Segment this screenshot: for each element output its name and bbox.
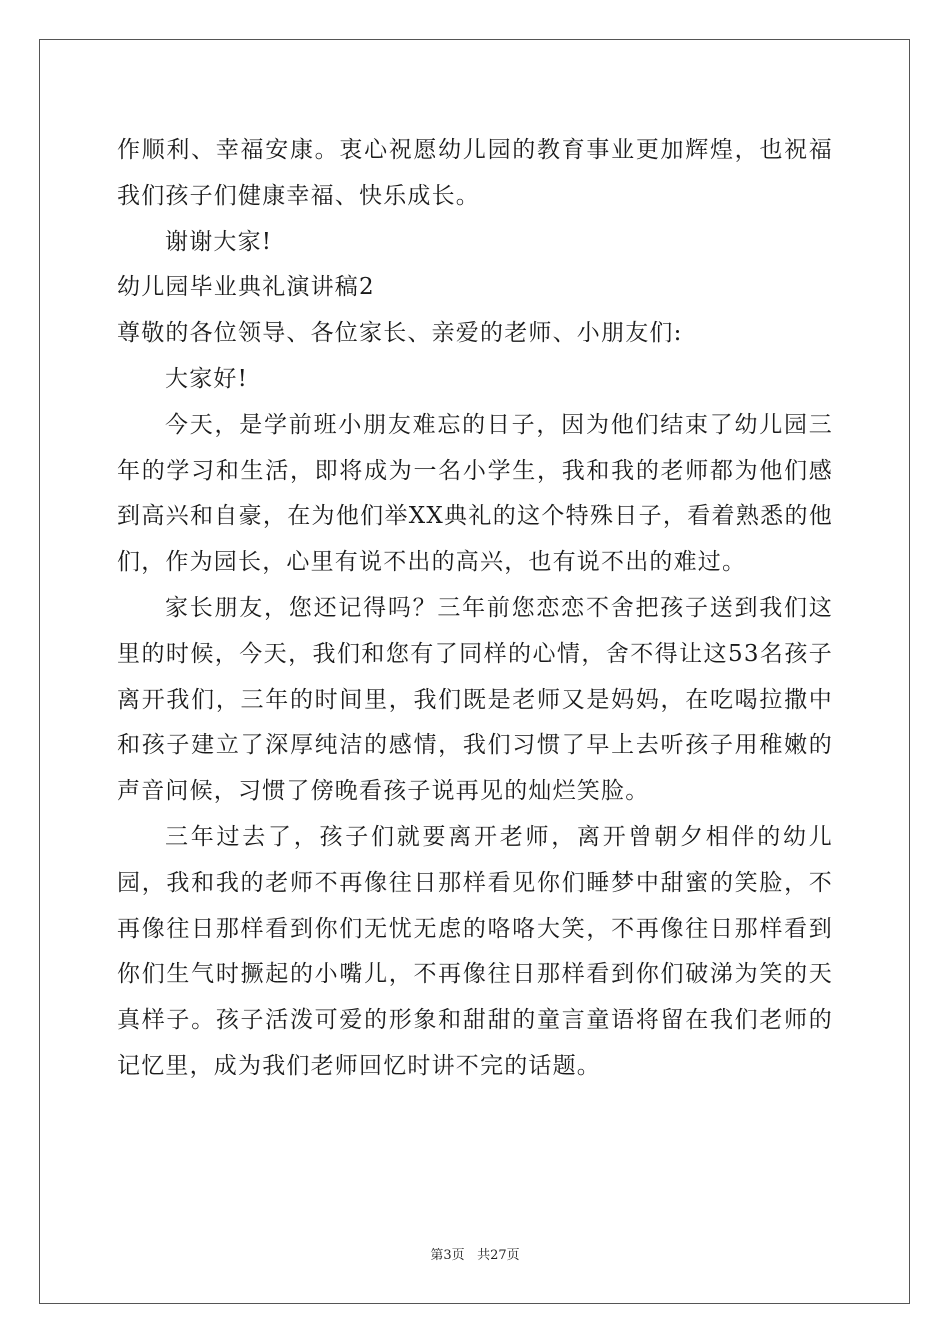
document-body	[117, 128, 833, 1090]
page-total: 共27页	[477, 1248, 520, 1263]
paragraph-three-years: 三年过去了，孩子们就要离开老师，离开曾朝夕相伴的幼儿园，我和我的老师不再像往日那样看见你们睡梦中甜蜜的笑脸，不再像往日那样看到你们无忧无虑的咯咯大笑，不再像往日那样看到你们生气时撅起的小嘴儿，不再像往日那样看到你们破涕为笑的天真样子。孩子活泼可爱的形象和甜甜的童言童语将留在我们老师的记忆里，成为我们老师回忆时讲不完的话题。	[117, 823, 833, 1079]
paragraph-salutation: 尊敬的各位领导、各位家长、亲爱的老师、小朋友们:	[117, 320, 683, 347]
paragraph-greeting: 大家好!	[165, 365, 249, 392]
paragraph-thanks: 谢谢大家!	[165, 228, 273, 255]
paragraph-today: 今天，是学前班小朋友难忘的日子，因为他们结束了幼儿园三年的学习和生活，即将成为一名小学生，我和我的老师都为他们感到高兴和自豪，在为他们举XX典礼的这个特殊日子，看着熟悉的他们，作为园长，心里有说不出的高兴，也有说不出的难过。	[117, 411, 833, 576]
section-title: 幼儿园毕业典礼演讲稿2	[117, 274, 375, 301]
paragraph-closing-wishes: 作顺利、幸福安康。衷心祝愿幼儿园的教育事业更加辉煌，也祝福我们孩子们健康幸福、快乐成长。	[117, 137, 833, 209]
page-number: 第3页	[430, 1248, 465, 1263]
paragraph-parents: 家长朋友，您还记得吗？三年前您恋恋不舍把孩子送到我们这里的时候，今天，我们和您有了同样的心情，舍不得让这53名孩子离开我们，三年的时间里，我们既是老师又是妈妈，在吃喝拉撒中和孩子建立了深厚纯洁的感情，我们习惯了早上去听孩子用稚嫩的声音问候，习惯了傍晚看孩子说再见的灿烂笑脸。	[117, 594, 833, 805]
page-footer	[0, 1244, 950, 1263]
